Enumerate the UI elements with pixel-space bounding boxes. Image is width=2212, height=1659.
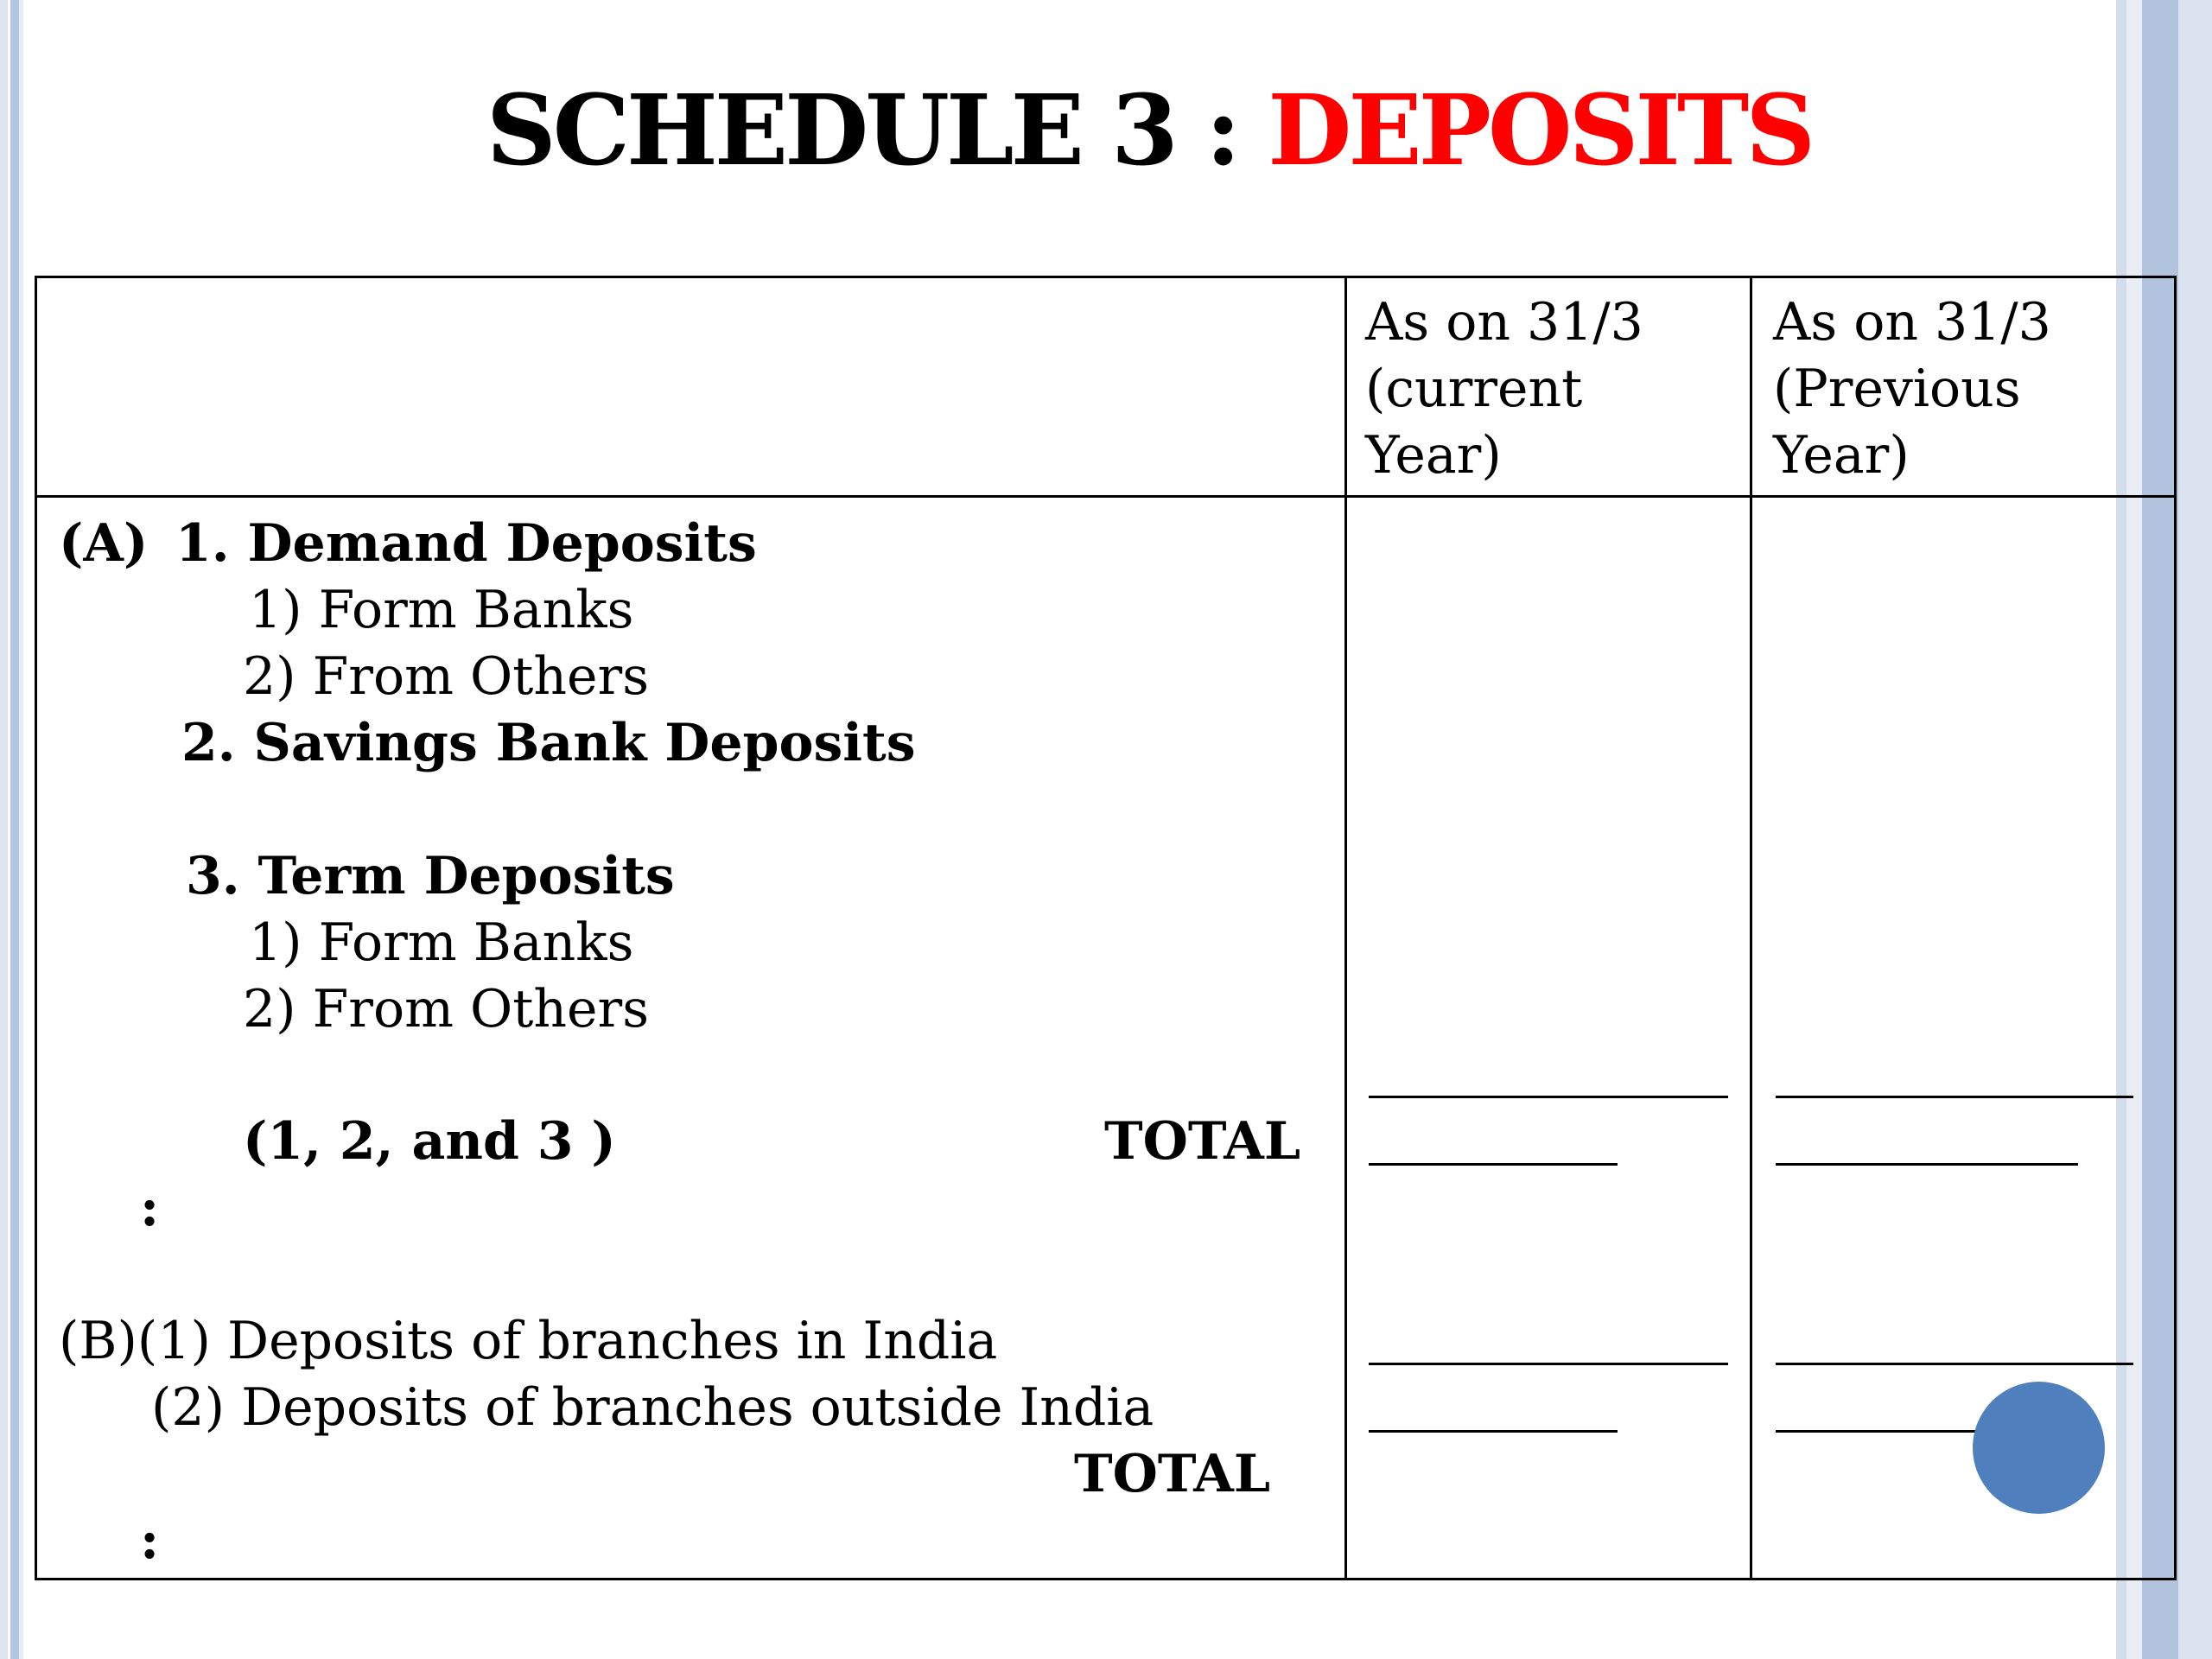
amount-rule bbox=[1369, 1430, 1618, 1433]
section-a-total-label: TOTAL bbox=[1104, 1111, 1301, 1172]
section-b-colon: : bbox=[140, 1510, 160, 1571]
left-border-stripe bbox=[0, 0, 8, 1659]
amount-rule bbox=[1776, 1163, 2078, 1166]
header-line: Year) bbox=[1365, 425, 1502, 486]
column-header-previous-year bbox=[1773, 289, 2051, 489]
term-deposits-from-others: 2) From Others bbox=[243, 979, 649, 1039]
term-deposits-from-banks: 1) Form Banks bbox=[249, 912, 634, 973]
left-border-stripe bbox=[10, 0, 19, 1659]
amount-rule bbox=[1369, 1363, 1728, 1365]
section-a-label: (A) bbox=[59, 513, 149, 574]
total-group-label: (1, 2, and 3 ) bbox=[243, 1111, 616, 1172]
right-border-stripe bbox=[2178, 0, 2212, 1659]
column-divider bbox=[1750, 276, 1752, 1580]
decorative-circle bbox=[1973, 1382, 2105, 1514]
branches-in-india: (B)(1) Deposits of branches in India bbox=[59, 1311, 998, 1371]
header-line: (Previous bbox=[1773, 359, 2021, 419]
demand-deposits-from-banks: 1) Form Banks bbox=[249, 580, 634, 640]
amount-rule bbox=[1369, 1163, 1618, 1166]
header-line: As on 31/3 bbox=[1773, 292, 2051, 353]
section-b-total-label: TOTAL bbox=[1074, 1444, 1271, 1504]
header-line: As on 31/3 bbox=[1365, 292, 1643, 353]
term-deposits-heading: 3. Term Deposits bbox=[186, 846, 675, 906]
branches-outside-india: (2) Deposits of branches outside India bbox=[151, 1377, 1154, 1438]
header-line: (current bbox=[1365, 359, 1583, 419]
amount-rule bbox=[1776, 1096, 2133, 1098]
column-header-current-year bbox=[1365, 289, 1643, 489]
savings-bank-deposits-heading: 2. Savings Bank Deposits bbox=[181, 713, 916, 773]
title-prefix: SCHEDULE 3 : bbox=[486, 74, 1268, 188]
page-title bbox=[0, 71, 2212, 192]
column-divider bbox=[1344, 276, 1347, 1580]
amount-rule bbox=[1369, 1096, 1728, 1098]
title-highlight: DEPOSITS bbox=[1268, 74, 1813, 188]
section-a-colon: : bbox=[140, 1178, 160, 1238]
header-divider bbox=[35, 495, 2177, 498]
demand-deposits-heading: 1. Demand Deposits bbox=[175, 513, 757, 574]
amount-rule bbox=[1776, 1363, 2133, 1365]
left-border-stripe bbox=[19, 0, 23, 1659]
header-line: Year) bbox=[1773, 425, 1910, 486]
demand-deposits-from-others: 2) From Others bbox=[243, 646, 649, 707]
